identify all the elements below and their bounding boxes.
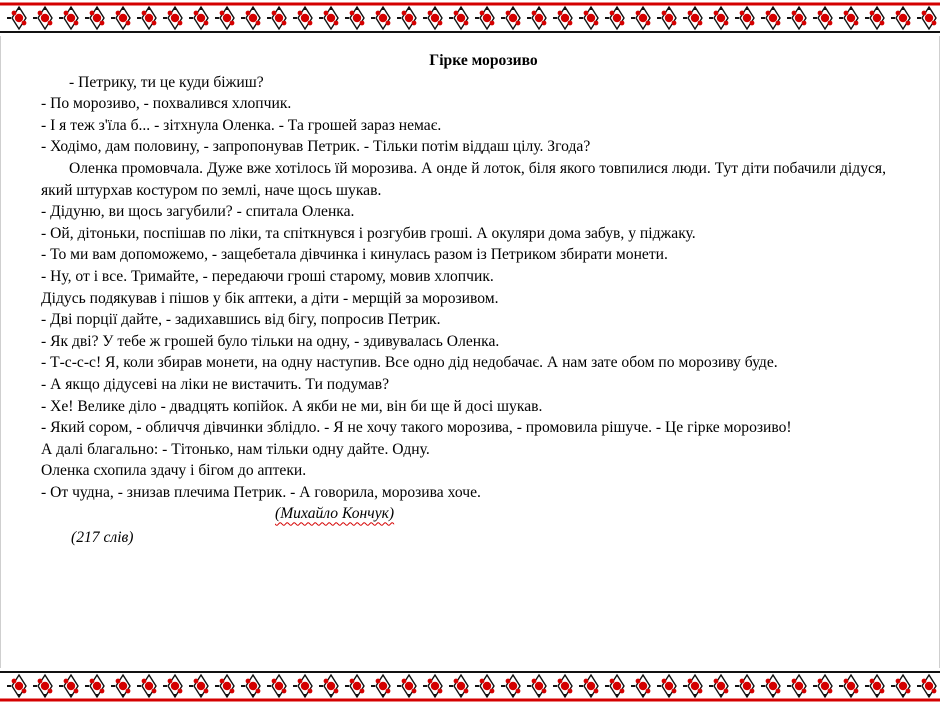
author-name: (Михайло Кончук) bbox=[275, 505, 395, 523]
text-line: - Як дві? У тебе ж грошей було тільки на одну, - здивувалась Оленка. bbox=[41, 332, 500, 350]
document-page bbox=[0, 36, 940, 668]
text-line: - А якщо дідусеві на ліки не вистачить. Ти подумав? bbox=[41, 375, 389, 393]
text-line: - Т-с-с-с! Я, коли збирав монети, на одну наступив. Все одно дід недобачає. А нам зате обом по морозиву буде. bbox=[41, 354, 778, 372]
text-line: - Дві порції дайте, - задихавшись від бігу, попросив Петрик. bbox=[41, 311, 441, 329]
embroidery-pattern-top bbox=[0, 0, 940, 36]
text-line: - Дідуню, ви щось загубили? - спитала Оленка. bbox=[41, 203, 355, 221]
author-signature bbox=[41, 503, 886, 525]
text-line: - По морозиво, - похвалився хлопчик. bbox=[41, 95, 292, 113]
text-line: - Ой, дітоньки, поспішав по ліки, та спіткнувся і розгубив гроші. А окуляри дома забув, у піджаку. bbox=[41, 224, 696, 242]
text-line: - І я теж з'їла б... - зітхнула Оленка. - Та грошей зараз немає. bbox=[41, 116, 442, 134]
document-title: Гірке морозиво bbox=[429, 52, 538, 69]
text-line: - Петрику, ти це куди біжиш? bbox=[69, 73, 264, 91]
text-line: Дідусь подякував і пішов у бік аптеки, а діти - мерщій за морозивом. bbox=[41, 289, 499, 307]
text-line: - Ну, от і все. Тримайте, - передаючи гроші старому, мовив хлопчик. bbox=[41, 267, 494, 285]
text-line: - Який сором, - обличчя дівчинки зблідло. - Я не хочу такого морозива, - промовила рішуче. - Це гірке морозиво! bbox=[41, 419, 792, 437]
ornament-border-top bbox=[0, 0, 940, 36]
word-count: (217 слів) bbox=[71, 529, 134, 547]
ornament-border-bottom bbox=[0, 668, 940, 704]
text-line: - Ходімо, дам половину, - запропонував Петрик. - Тільки потім віддаш цілу. Згода? bbox=[41, 138, 591, 156]
text-line: - Хе! Велике діло - двадцять копійок. А якби не ми, він би ще й досі шукав. bbox=[41, 397, 543, 415]
text-line: Оленка схопила здачу і бігом до аптеки. bbox=[41, 462, 307, 480]
text-line: - То ми вам допоможемо, - защебетала дівчинка і кинулась разом із Петриком збирати монети. bbox=[41, 246, 668, 264]
document-body bbox=[41, 50, 886, 549]
text-line: Оленка промовчала. Дуже вже хотілось їй морозива. А онде й лоток, біля якого товпилися люди. Тут діти побачили дідуся, який штурхав костуром по землі, наче щось шукав. bbox=[41, 159, 886, 199]
text-line: - От чудна, - знизав плечима Петрик. - А говорила, морозива хоче. bbox=[41, 483, 481, 501]
text-line: А далі благально: - Тітонько, нам тільки одну дайте. Одну. bbox=[41, 440, 430, 458]
embroidery-pattern-bottom bbox=[0, 668, 940, 704]
